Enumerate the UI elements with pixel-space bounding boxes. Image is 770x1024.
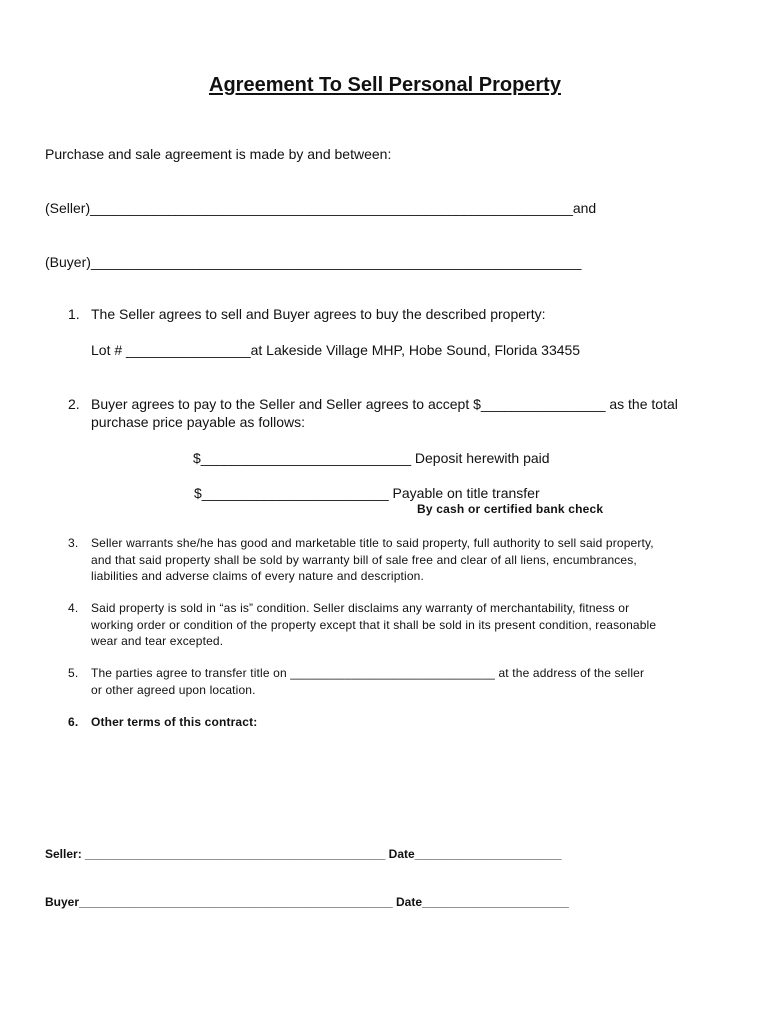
clause-5-line-2: or other agreed upon location.: [91, 682, 256, 697]
clause-3-line-2: and that said property shall be sold by warranty bill of sale free and clear of all liens, encumbrances,: [91, 552, 637, 567]
clause-1-text: The Seller agrees to sell and Buyer agrees to buy the described property:: [91, 306, 546, 322]
seller-name-line: (Seller)______________________________________________________________and: [45, 200, 597, 216]
seller-signature-line: Seller: _____________________________________________ Date______________________: [45, 847, 562, 861]
clause-2-number: 2.: [68, 396, 80, 412]
clause-4-line-3: wear and tear excepted.: [91, 634, 224, 648]
clause-1-number: 1.: [68, 306, 80, 322]
lot-line: Lot # ________________at Lakeside Village MHP, Hobe Sound, Florida 33455: [91, 342, 581, 358]
clause-2-line-2: purchase price payable as follows:: [91, 414, 306, 430]
clause-6-number: 6.: [68, 715, 79, 729]
deposit-line: $___________________________ Deposit herewith paid: [193, 450, 550, 466]
clause-4-line-2: working order or condition of the property except that it shall be sold in its present condition, reasonable: [91, 617, 657, 632]
clause-3-number: 3.: [68, 536, 79, 550]
clause-6-text: Other terms of this contract:: [91, 715, 258, 729]
transfer-line: $________________________ Payable on title transfer: [194, 485, 540, 501]
document-title: Agreement To Sell Personal Property: [209, 74, 561, 96]
clause-3-line-3: liabilities and adverse claims of every nature and description.: [91, 569, 424, 583]
buyer-signature-line: Buyer_______________________________________________ Date______________________: [45, 895, 569, 909]
clause-4-line-1: Said property is sold in “as is” condition. Seller disclaims any warranty of merchantability, fitness or: [91, 601, 630, 615]
clause-5-line-1: The parties agree to transfer title on ______________________________ at the address of the seller: [91, 666, 645, 680]
payment-method-note: By cash or certified bank check: [417, 502, 604, 516]
clause-4-number: 4.: [68, 601, 79, 615]
clause-3-line-1: Seller warrants she/he has good and marketable title to said property, full authority to sell said property,: [91, 536, 654, 550]
clause-5-number: 5.: [68, 666, 79, 680]
clause-2-line-1: Buyer agrees to pay to the Seller and Seller agrees to accept $________________ as the total: [91, 396, 678, 412]
buyer-name-line: (Buyer)_______________________________________________________________: [45, 254, 582, 270]
intro-text: Purchase and sale agreement is made by and between:: [45, 146, 392, 162]
